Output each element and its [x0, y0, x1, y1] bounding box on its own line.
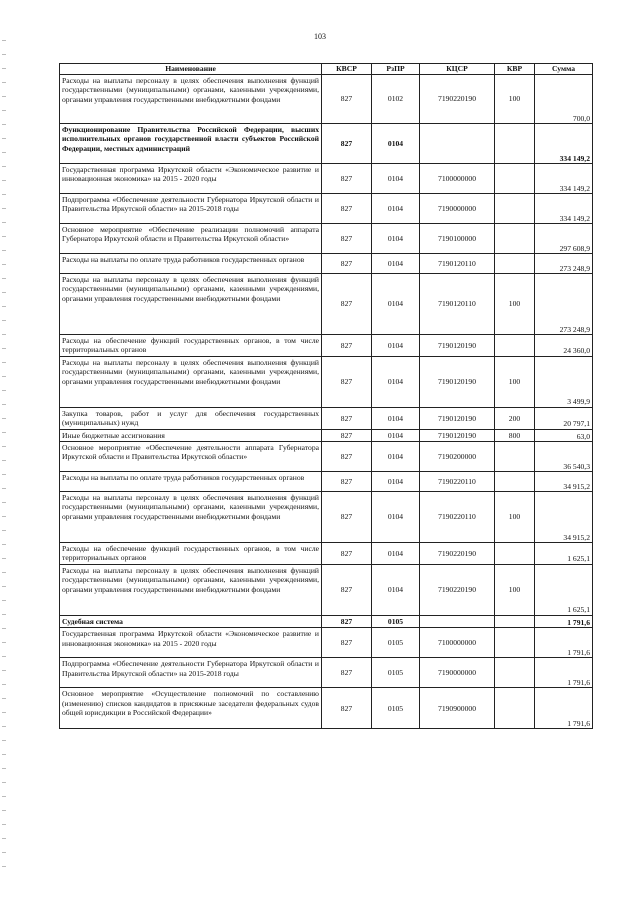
cell-kvr: [495, 543, 535, 565]
table-row: [60, 472, 593, 492]
cell-name: Государственная программа Иркутской области «Экономическое развитие и инновационная экономика» на 2015 - 2020 годы: [60, 628, 322, 658]
scan-edge-marks: [2, 40, 6, 880]
cell-kcsr: 7190120190: [420, 356, 495, 407]
cell-name: Расходы на выплаты персоналу в целях обеспечения выполнения функций государственными (муниципальными) органами, казенными учреждениями, органами управления государственными внебюджетными фондами: [60, 356, 322, 407]
cell-kcsr: 7190220190: [420, 75, 495, 124]
table-header-row: [60, 64, 593, 75]
cell-kcsr: 7190100000: [420, 224, 495, 254]
cell-name: Основное мероприятие «Обеспечение реализации полномочий аппарата Губернатора Иркутской области и Правительства Иркутской области»: [60, 224, 322, 254]
cell-kvsr: 827: [322, 124, 372, 164]
cell-kvsr: 827: [322, 492, 372, 543]
cell-kvr: [495, 472, 535, 492]
table-row: [60, 407, 593, 429]
cell-sum: 334 149,2: [535, 164, 593, 194]
budget-table: [59, 63, 593, 729]
table-row: [60, 124, 593, 164]
cell-rzpr: 0104: [372, 356, 420, 407]
cell-kvr: [495, 615, 535, 627]
table-row: [60, 688, 593, 729]
cell-rzpr: 0104: [372, 407, 420, 429]
cell-rzpr: 0104: [372, 254, 420, 274]
cell-kvr: 100: [495, 356, 535, 407]
budget-table-container: [59, 63, 592, 729]
cell-name: Государственная программа Иркутской области «Экономическое развитие и инновационная экономика» на 2015 - 2020 годы: [60, 164, 322, 194]
cell-name: Закупка товаров, работ и услуг для обеспечения государственных (муниципальных) нужд: [60, 407, 322, 429]
table-row: [60, 615, 593, 627]
cell-name: Расходы на выплаты персоналу в целях обеспечения выполнения функций государственными (муниципальными) органами, казенными учреждениями, органами управления государственными внебюджетными фондами: [60, 75, 322, 124]
cell-kcsr: 7190200000: [420, 442, 495, 472]
cell-kvr: [495, 688, 535, 729]
cell-kcsr: 7190220190: [420, 564, 495, 615]
cell-sum: 34 915,2: [535, 492, 593, 543]
cell-kvsr: 827: [322, 658, 372, 688]
cell-kvr: 100: [495, 75, 535, 124]
cell-rzpr: 0104: [372, 335, 420, 357]
table-row: [60, 164, 593, 194]
cell-kvr: [495, 442, 535, 472]
cell-kvr: [495, 335, 535, 357]
table-row: [60, 75, 593, 124]
cell-rzpr: 0104: [372, 194, 420, 224]
table-body: [60, 75, 593, 729]
cell-kvsr: 827: [322, 407, 372, 429]
cell-sum: 24 360,0: [535, 335, 593, 357]
cell-sum: 273 248,9: [535, 274, 593, 335]
table-row: [60, 492, 593, 543]
header-kvsr: КВСР: [322, 64, 372, 75]
cell-name: Расходы на выплаты персоналу в целях обеспечения выполнения функций государственными (муниципальными) органами, казенными учреждениями, органами управления государственными внебюджетными фондами: [60, 274, 322, 335]
table-row: [60, 442, 593, 472]
cell-kcsr: 7190120190: [420, 429, 495, 441]
cell-rzpr: 0104: [372, 564, 420, 615]
cell-kvr: [495, 194, 535, 224]
cell-kvsr: 827: [322, 75, 372, 124]
cell-name: Судебная система: [60, 615, 322, 627]
cell-kcsr: 7190220190: [420, 543, 495, 565]
cell-kvsr: 827: [322, 628, 372, 658]
cell-sum: 700,0: [535, 75, 593, 124]
cell-rzpr: 0105: [372, 658, 420, 688]
cell-kvr: 100: [495, 492, 535, 543]
cell-sum: 334 149,2: [535, 194, 593, 224]
cell-sum: 1 791,6: [535, 658, 593, 688]
cell-name: Функционирование Правительства Российской Федерации, высших исполнительных органов государственной власти субъектов Российской Федерации, местных администраций: [60, 124, 322, 164]
table-row: [60, 356, 593, 407]
header-rzpr: РзПР: [372, 64, 420, 75]
cell-kvr: [495, 254, 535, 274]
cell-kvr: 100: [495, 564, 535, 615]
cell-kvsr: 827: [322, 688, 372, 729]
table-row: [60, 224, 593, 254]
cell-sum: 273 248,9: [535, 254, 593, 274]
cell-sum: 1 791,6: [535, 615, 593, 627]
cell-kvsr: 827: [322, 254, 372, 274]
cell-name: Основное мероприятие «Осуществление полномочий по составлению (изменению) списков кандидатов в присяжные заседатели федеральных судов общей юрисдикции в Российской Федерации»: [60, 688, 322, 729]
cell-name: Расходы на выплаты по оплате труда работников государственных органов: [60, 254, 322, 274]
cell-kvr: 200: [495, 407, 535, 429]
cell-kcsr: 7190120190: [420, 335, 495, 357]
cell-kvsr: 827: [322, 564, 372, 615]
table-row: [60, 543, 593, 565]
table-row: [60, 194, 593, 224]
cell-name: Иные бюджетные ассигнования: [60, 429, 322, 441]
table-row: [60, 335, 593, 357]
cell-sum: 1 625,1: [535, 564, 593, 615]
cell-kcsr: 7190120110: [420, 274, 495, 335]
cell-sum: 1 625,1: [535, 543, 593, 565]
cell-sum: 1 791,6: [535, 628, 593, 658]
cell-kcsr: 7190120110: [420, 254, 495, 274]
cell-name: Расходы на выплаты персоналу в целях обеспечения выполнения функций государственными (муниципальными) органами, казенными учреждениями, органами управления государственными внебюджетными фондами: [60, 492, 322, 543]
cell-rzpr: 0102: [372, 75, 420, 124]
cell-rzpr: 0105: [372, 615, 420, 627]
cell-kcsr: 7100000000: [420, 628, 495, 658]
table-row: [60, 429, 593, 441]
cell-kvsr: 827: [322, 164, 372, 194]
cell-kcsr: 7190900000: [420, 688, 495, 729]
cell-rzpr: 0104: [372, 442, 420, 472]
cell-kvr: [495, 224, 535, 254]
cell-kcsr: 7190220110: [420, 472, 495, 492]
cell-name: Подпрограмма «Обеспечение деятельности Губернатора Иркутской области и Правительства Иркутской области» на 2015-2018 годы: [60, 194, 322, 224]
cell-rzpr: 0104: [372, 164, 420, 194]
table-row: [60, 564, 593, 615]
cell-rzpr: 0104: [372, 543, 420, 565]
cell-name: Расходы на обеспечение функций государственных органов, в том числе территориальных органов: [60, 543, 322, 565]
cell-rzpr: 0104: [372, 492, 420, 543]
cell-sum: 1 791,6: [535, 688, 593, 729]
cell-sum: 3 499,9: [535, 356, 593, 407]
cell-sum: 36 540,3: [535, 442, 593, 472]
cell-kvsr: 827: [322, 356, 372, 407]
cell-kvsr: 827: [322, 472, 372, 492]
cell-sum: 34 915,2: [535, 472, 593, 492]
cell-name: Подпрограмма «Обеспечение деятельности Губернатора Иркутской области и Правительства Иркутской области» на 2015-2018 годы: [60, 658, 322, 688]
cell-sum: 63,0: [535, 429, 593, 441]
page-number: 103: [314, 32, 326, 41]
cell-kvsr: 827: [322, 274, 372, 335]
cell-rzpr: 0104: [372, 224, 420, 254]
cell-kcsr: 7100000000: [420, 164, 495, 194]
cell-rzpr: 0104: [372, 124, 420, 164]
cell-kvsr: 827: [322, 615, 372, 627]
cell-rzpr: 0105: [372, 628, 420, 658]
cell-kvr: [495, 124, 535, 164]
table-row: [60, 658, 593, 688]
table-row: [60, 254, 593, 274]
cell-kcsr: 7190220110: [420, 492, 495, 543]
cell-name: Расходы на обеспечение функций государственных органов, в том числе территориальных органов: [60, 335, 322, 357]
cell-kvr: 100: [495, 274, 535, 335]
cell-name: Расходы на выплаты персоналу в целях обеспечения выполнения функций государственными (муниципальными) органами, казенными учреждениями, органами управления государственными внебюджетными фондами: [60, 564, 322, 615]
cell-rzpr: 0104: [372, 274, 420, 335]
header-name: Наименование: [60, 64, 322, 75]
header-kcsr: КЦСР: [420, 64, 495, 75]
header-kvr: КВР: [495, 64, 535, 75]
header-sum: Сумма: [535, 64, 593, 75]
cell-kvr: [495, 164, 535, 194]
cell-sum: 334 149,2: [535, 124, 593, 164]
cell-kvsr: 827: [322, 224, 372, 254]
cell-rzpr: 0105: [372, 688, 420, 729]
table-row: [60, 274, 593, 335]
cell-kvr: [495, 628, 535, 658]
cell-sum: 297 608,9: [535, 224, 593, 254]
cell-kvsr: 827: [322, 335, 372, 357]
cell-name: Расходы на выплаты по оплате труда работников государственных органов: [60, 472, 322, 492]
cell-kcsr: 7190000000: [420, 658, 495, 688]
cell-kcsr: 7190120190: [420, 407, 495, 429]
cell-kvr: [495, 658, 535, 688]
cell-kcsr: 7190000000: [420, 194, 495, 224]
cell-name: Основное мероприятие «Обеспечение деятельности аппарата Губернатора Иркутской области и Правительства Иркутской области»: [60, 442, 322, 472]
cell-kvsr: 827: [322, 194, 372, 224]
cell-kvsr: 827: [322, 429, 372, 441]
cell-rzpr: 0104: [372, 429, 420, 441]
cell-rzpr: 0104: [372, 472, 420, 492]
cell-kcsr: [420, 124, 495, 164]
cell-kvsr: 827: [322, 442, 372, 472]
cell-sum: 20 797,1: [535, 407, 593, 429]
cell-kvr: 800: [495, 429, 535, 441]
table-row: [60, 628, 593, 658]
cell-kvsr: 827: [322, 543, 372, 565]
cell-kcsr: [420, 615, 495, 627]
